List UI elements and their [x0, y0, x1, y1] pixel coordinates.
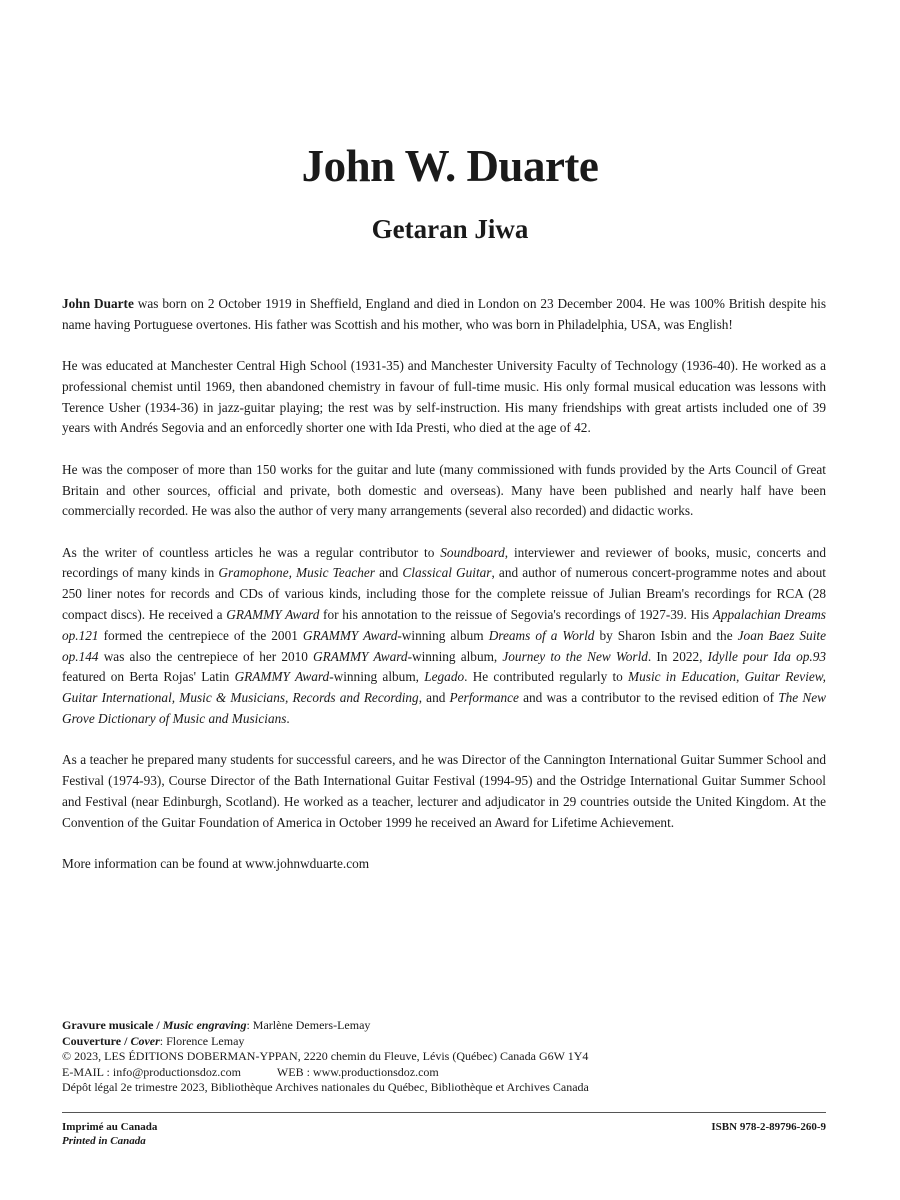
copyright: © 2023, LES ÉDITIONS DOBERMAN-YPPAN, 2220 chemin du Fleuve, Lévis (Québec) Canada G6W 1Y4 — [62, 1049, 589, 1064]
text-run: . In 2022, — [647, 648, 708, 664]
italic-title: Legado — [424, 669, 465, 685]
bio-subject-name: John Duarte — [62, 296, 134, 311]
italic-title: GRAMMY Award — [313, 648, 408, 664]
italic-title: Soundboard — [440, 544, 505, 560]
printed-in — [62, 1120, 157, 1148]
bio-paragraph-6: More information can be found at www.johnwduarte.com — [62, 856, 370, 872]
website: WEB : www.productionsdoz.com — [276, 1064, 439, 1079]
italic-title: Idylle pour Ida op.93 — [707, 648, 826, 664]
bio-paragraph-5: As a teacher he prepared many students for successful careers, and he was Director of the Cannington International Guitar Summer School and Festival (1974-93), Course Director of the Bath International Guitar Festival (1994-95) and the Ostridge International Guitar Summer School and Festival (near Edinburgh, Scotland). He worked as a teacher, lecturer and adjudicator in 29 countries outside the United Kingdom. At the Convention of the Guitar Foundation of America in October 1999 he received an Award for Lifetime Achievement. — [62, 752, 826, 830]
italic-title: GRAMMY Award — [226, 607, 320, 623]
text-run: -winning album, — [329, 669, 425, 685]
printed-en: Printed in Canada — [62, 1135, 146, 1147]
email: E-MAIL : info@productionsdoz.com — [62, 1064, 241, 1079]
bio-paragraph-2: He was educated at Manchester Central High School (1931-35) and Manchester University Faculty of Technology (1936-40). He worked as a professional chemist until 1969, then abandoned chemistry in favour of full-time music. His only formal musical education was lessons with Terence Usher (1934-36) in jazz-guitar playing; the rest was by self-instruction. His many friendships with great artists included one of 39 years with Andrés Segovia and an enforcedly shorter one with Ida Presti, who died at the age of 42. — [62, 358, 826, 436]
text-run: . — [286, 711, 290, 727]
italic-title: Dreams of a World — [488, 627, 595, 643]
text-run: . He contributed regularly to — [464, 669, 629, 685]
italic-title: GRAMMY Award — [234, 669, 330, 685]
contact-line — [62, 1065, 826, 1081]
page-title: John W. Duarte — [301, 141, 599, 191]
bio-paragraph-1 — [62, 294, 826, 336]
text-run: -winning album — [397, 627, 489, 643]
italic-title: GRAMMY Award — [302, 627, 398, 643]
page-subtitle: Getaran Jiwa — [371, 214, 529, 244]
credits — [62, 1018, 826, 1096]
bio-paragraph-4 — [62, 543, 826, 730]
text-run: for his annotation to the reissue of Segovia's recordings of 1927-39. His — [319, 607, 713, 623]
text-run: and — [374, 565, 403, 581]
italic-title: Appalachian Dreams op.121 — [62, 607, 826, 643]
text-run: featured on Berta Rojas' Latin — [62, 669, 235, 685]
italic-title: Joan Baez Suite op.144 — [62, 627, 826, 664]
italic-title: Journey to the New World — [502, 648, 648, 664]
text-run: As the writer of countless articles he was a regular contributor to — [62, 544, 441, 560]
credit-engraving: Gravure musicale / Music engraving: Marlène Demers-Lemay — [62, 1018, 371, 1032]
text-run: -winning album, — [407, 648, 503, 664]
text-run: formed the centrepiece of the 2001 — [98, 627, 303, 643]
isbn: ISBN 978-2-89796-260-9 — [711, 1121, 826, 1133]
text-run: and was a contributor to the revised edition of — [518, 690, 779, 706]
legal-deposit: Dépôt légal 2e trimestre 2023, Bibliothèque Archives nationales du Québec, Bibliothèque et Archives Canada — [62, 1080, 589, 1095]
text-run: , and — [418, 690, 450, 706]
bio-paragraph-1-text: was born on 2 October 1919 in Sheffield, England and died in London on 23 December 2004. He was 100% British despite his name having Portuguese overtones. His father was Scottish and his mother, who was born in Philadelphia, USA, was English! — [62, 296, 826, 332]
credit-cover: Couverture / Cover: Florence Lemay — [62, 1033, 245, 1048]
text-run: by Sharon Isbin and the — [594, 627, 738, 643]
footer-divider — [62, 1112, 826, 1113]
italic-title: Classical Guitar — [402, 565, 492, 581]
text-run: , and author of numerous concert-programme notes and about 250 liner notes for records and CDs of various kinds, including those for the complete reissue of Julian Bream's recordings for RCA (28 compact discs). He received a — [62, 565, 826, 623]
italic-title: Music in Education, Guitar Review, Guitar International, Music & Musicians, Records and Recording — [62, 669, 826, 706]
italic-title: Gramophone, Music Teacher — [218, 565, 375, 581]
bio-paragraph-3: He was the composer of more than 150 works for the guitar and lute (many commissioned with funds provided by the Arts Council of Great Britain and other sources, official and private, both domestic and overseas). Many have been published and nearly half have been commercially recorded. He was also the author of very many arrangements (several also recorded) and didactic works. — [62, 461, 826, 519]
italic-title: The New Grove Dictionary of Music and Musicians — [62, 690, 826, 727]
italic-title: Performance — [449, 690, 519, 706]
biography — [62, 294, 826, 895]
printed-fr: Imprimé au Canada — [62, 1121, 158, 1133]
text-run: was also the centrepiece of her 2010 — [98, 648, 314, 664]
text-run: , interviewer and reviewer of books, music, concerts and recordings of many kinds in — [62, 544, 827, 581]
